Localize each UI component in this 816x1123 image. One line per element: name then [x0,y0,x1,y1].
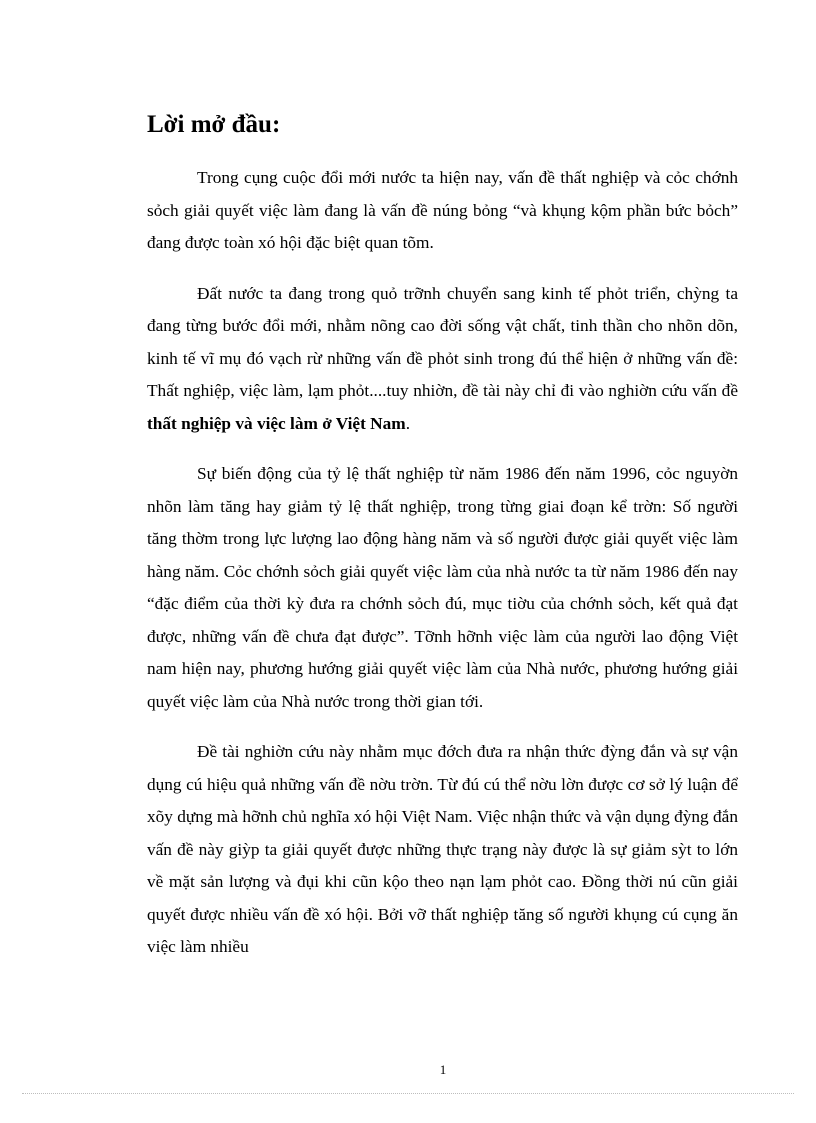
paragraph-2-text: Đất nước ta đang trong quỏ trỡnh chuyển sang kinh tế phỏt triển, chỳng ta đang từng bước đổi mới, nhằm nõng cao đời sống vật chất, tinh thần cho nhõn dõn, kinh tế vĩ mụ đó vạch rừ những vấn đề phỏt sinh trong đú thể hiện ở những vấn đề: Thất nghiệp, việc làm, lạm phỏt....tuy nhiờn, đề tài này chỉ đi vào nghiờn cứu vấn đề [147,283,738,400]
page-heading: Lời mở đầu: [147,111,281,138]
paragraph-2-bold-topic: thất nghiệp và việc làm ở Việt Nam [147,413,406,433]
paragraph-4: Đề tài nghiờn cứu này nhằm mục đớch đưa ra nhận thức đỳng đắn và sự vận dụng cú hiệu quả những vấn đề nờu trờn. Từ đú cú thể nờu lờn được cơ sở lý luận để xõy dựng mà hỡnh chủ nghĩa xó hội Việt Nam. Việc nhận thức và vận dụng đỳng đắn vấn đề này giỳp ta giải quyết được những thực trạng này được là sự giảm sỳt to lớn về mặt sản lượng và đụi khi cũn kộo theo nạn lạm phỏt cao. Đồng thời nú cũn giải quyết được nhiều vấn đề xó hội. Bởi vỡ thất nghiệp tăng số người khụng cú cụng ăn việc làm nhiều [147,742,738,956]
paragraph-2-end: . [405,413,411,433]
page-number: 1 [439,1062,447,1077]
paragraph-3: Sự biến động của tỷ lệ thất nghiệp từ năm 1986 đến năm 1996, cỏc nguyờn nhõn làm tăng hay giảm tỷ lệ thất nghiệp, trong từng giai đoạn kể trờn: Số người tăng thờm trong lực lượng lao động hàng năm và số người được giải quyết việc làm hàng năm. Cỏc chớnh sỏch giải quyết việc làm của nhà nước ta từ năm 1986 đến nay “đặc điểm của thời kỳ đưa ra chớnh sỏch đú, mục tiờu của chớnh sỏch, kết quả đạt được, những vấn đề chưa đạt được”. Tỡnh hỡnh việc làm của người lao động Việt nam hiện nay, phương hướng giải quyết việc làm của Nhà nước, phương hướng giải quyết việc làm của Nhà nước trong thời gian tới. [147,464,738,711]
paragraph-1: Trong cụng cuộc đổi mới nước ta hiện nay, vấn đề thất nghiệp và cỏc chớnh sỏch giải quyết việc làm đang là vấn đề núng bỏng “và khụng kộm phần bức bỏch” đang được toàn xó hội đặc biệt quan tõm. [147,168,738,252]
paragraph-2 [147,278,738,441]
footer-divider [22,1093,794,1094]
body-text [147,162,738,982]
